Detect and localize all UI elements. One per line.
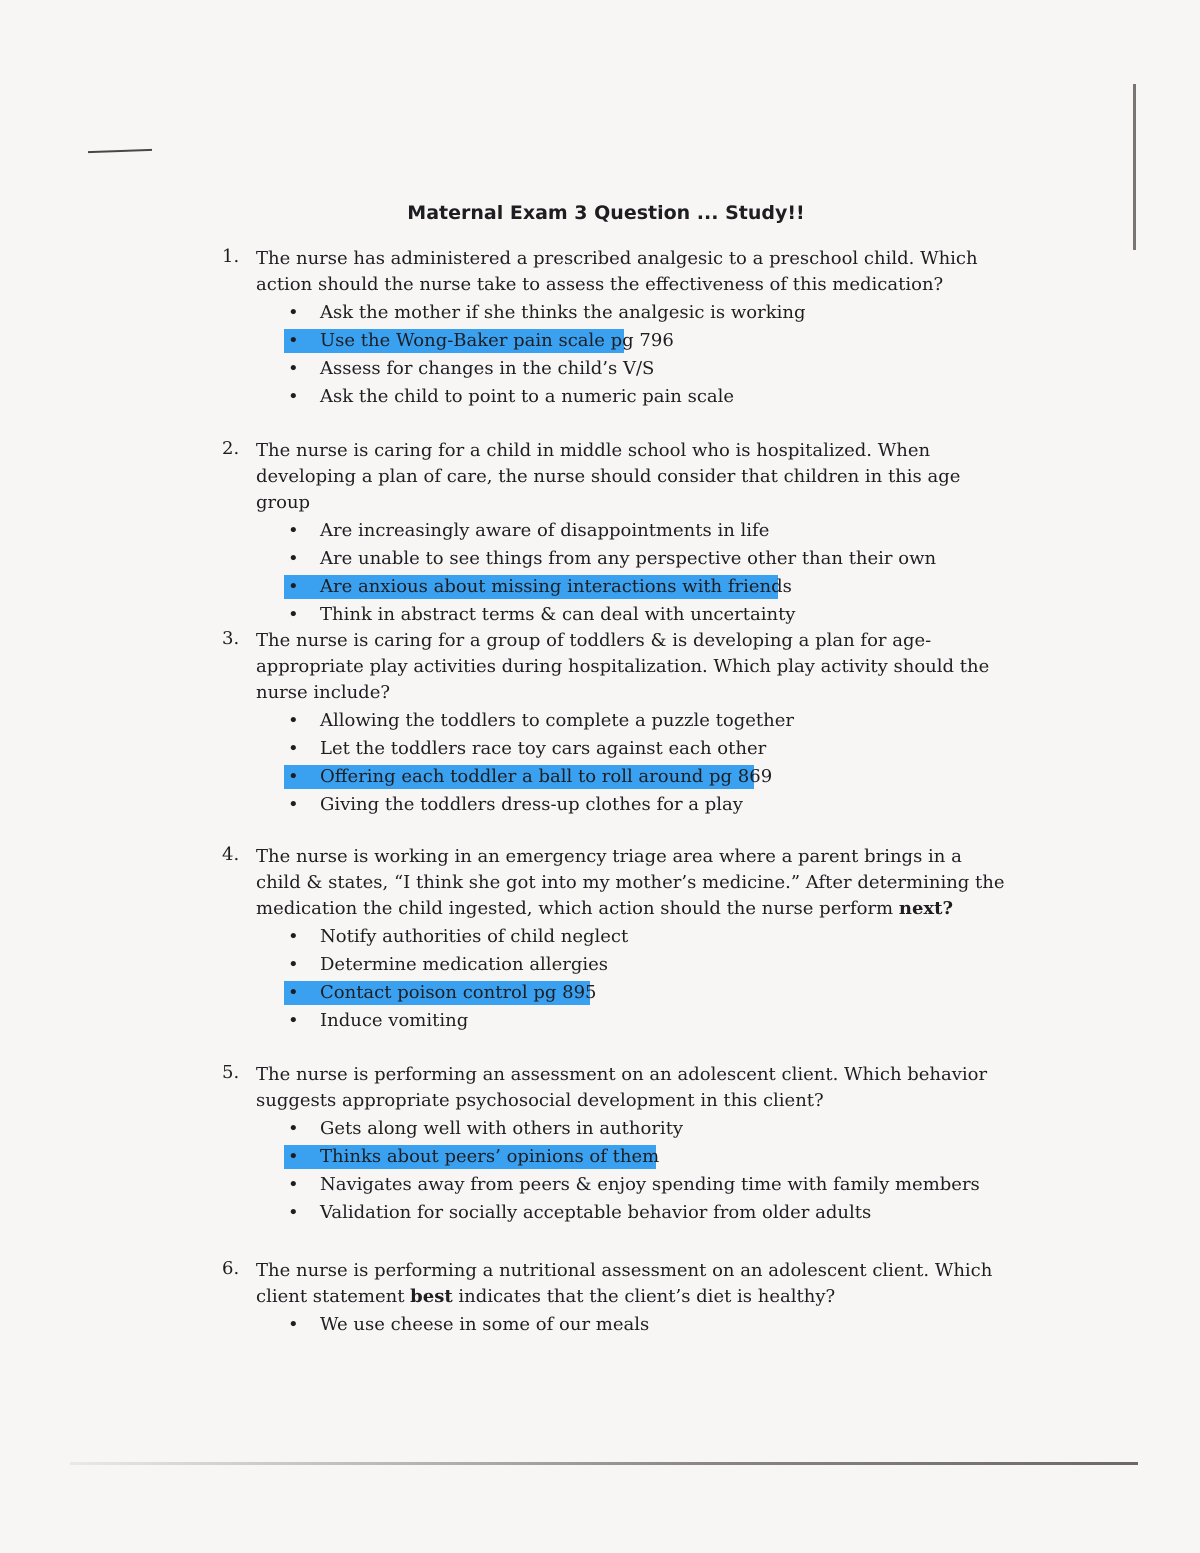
bullet-icon: • bbox=[288, 766, 299, 787]
bullet-icon: • bbox=[288, 358, 299, 379]
question-text: The nurse is caring for a group of toddlers & is developing a plan for age-appropriate play activities during hospitalization. Which play activity should the nurse include? bbox=[256, 630, 990, 703]
bullet-icon: • bbox=[288, 386, 299, 407]
answer-list bbox=[222, 923, 1012, 1035]
bullet-icon: • bbox=[288, 1010, 299, 1031]
answer-option[interactable]: • Allowing the toddlers to complete a puzzle together bbox=[222, 707, 1012, 735]
bullet-icon: • bbox=[288, 954, 299, 975]
question-number: 1. bbox=[222, 246, 240, 267]
bullet-icon: • bbox=[288, 1146, 299, 1167]
answer-option-highlighted[interactable]: • Offering each toddler a ball to roll around pg 869 bbox=[222, 763, 1012, 791]
question-text: The nurse is performing an assessment on an adolescent client. Which behavior suggests appropriate psychosocial development in this client? bbox=[256, 1064, 988, 1111]
answer-option[interactable]: • Navigates away from peers & enjoy spending time with family members bbox=[222, 1171, 1012, 1199]
bullet-icon: • bbox=[288, 794, 299, 815]
answer-option[interactable]: • Notify authorities of child neglect bbox=[222, 923, 1012, 951]
bullet-icon: • bbox=[288, 302, 299, 323]
answer-option[interactable]: • Ask the mother if she thinks the analgesic is working bbox=[222, 299, 1012, 327]
answer-option[interactable]: • Assess for changes in the child’s V/S bbox=[222, 355, 1012, 383]
answer-list bbox=[222, 299, 1012, 411]
question-3 bbox=[222, 628, 1012, 819]
answer-option[interactable]: • Are unable to see things from any perspective other than their own bbox=[222, 545, 1012, 573]
answer-option[interactable]: • Validation for socially acceptable behavior from older adults bbox=[222, 1199, 1012, 1227]
bullet-icon: • bbox=[288, 330, 299, 351]
bullet-icon: • bbox=[288, 926, 299, 947]
answer-option-highlighted[interactable]: • Use the Wong-Baker pain scale pg 796 bbox=[222, 327, 1012, 355]
bullet-icon: • bbox=[288, 520, 299, 541]
answer-option[interactable]: • Let the toddlers race toy cars against each other bbox=[222, 735, 1012, 763]
pen-mark bbox=[88, 149, 152, 153]
question-4 bbox=[222, 844, 1012, 1035]
answer-option-highlighted[interactable]: • Contact poison control pg 895 bbox=[222, 979, 1012, 1007]
answer-option-highlighted[interactable]: • Are anxious about missing interactions with friends bbox=[222, 573, 1012, 601]
answer-list bbox=[222, 517, 1012, 629]
bullet-icon: • bbox=[288, 1118, 299, 1139]
question-number: 3. bbox=[222, 628, 240, 649]
question-1 bbox=[222, 246, 1012, 411]
answer-option[interactable]: • Determine medication allergies bbox=[222, 951, 1012, 979]
question-text: The nurse is performing a nutritional assessment on an adolescent client. Which client statement best indicates that the client’s diet is healthy? bbox=[256, 1260, 993, 1307]
question-number: 6. bbox=[222, 1258, 240, 1279]
answer-option[interactable]: • Ask the child to point to a numeric pain scale bbox=[222, 383, 1012, 411]
answer-option[interactable]: • We use cheese in some of our meals bbox=[222, 1311, 1012, 1339]
answer-list bbox=[222, 1115, 1012, 1227]
answer-list bbox=[222, 1311, 1012, 1339]
answer-option[interactable]: • Giving the toddlers dress-up clothes for a play bbox=[222, 791, 1012, 819]
question-2 bbox=[222, 438, 1012, 629]
bullet-icon: • bbox=[288, 1314, 299, 1335]
bullet-icon: • bbox=[288, 1174, 299, 1195]
answer-option[interactable]: • Gets along well with others in authority bbox=[222, 1115, 1012, 1143]
page-edge-bottom bbox=[70, 1462, 1138, 1465]
bullet-icon: • bbox=[288, 548, 299, 569]
bullet-icon: • bbox=[288, 576, 299, 597]
bullet-icon: • bbox=[288, 1202, 299, 1223]
answer-option-highlighted[interactable]: • Thinks about peers’ opinions of them bbox=[222, 1143, 1012, 1171]
answer-option[interactable]: • Are increasingly aware of disappointments in life bbox=[222, 517, 1012, 545]
page-title: Maternal Exam 3 Question ... Study!! bbox=[407, 202, 805, 224]
bullet-icon: • bbox=[288, 982, 299, 1003]
page-edge-right bbox=[1133, 84, 1136, 250]
question-text: The nurse is caring for a child in middle school who is hospitalized. When developing a plan of care, the nurse should consider that children in this age group bbox=[256, 440, 961, 513]
bullet-icon: • bbox=[288, 604, 299, 625]
question-6 bbox=[222, 1258, 1012, 1339]
answer-option[interactable]: • Induce vomiting bbox=[222, 1007, 1012, 1035]
bullet-icon: • bbox=[288, 710, 299, 731]
emphasis-text: best bbox=[410, 1286, 453, 1307]
answer-option[interactable]: • Think in abstract terms & can deal with uncertainty bbox=[222, 601, 1012, 629]
question-5 bbox=[222, 1062, 1012, 1227]
question-number: 5. bbox=[222, 1062, 240, 1083]
question-text: The nurse is working in an emergency triage area where a parent brings in a child & states, “I think she got into my mother’s medicine.” After determining the medication the child ingested, which action should the nurse perform next? bbox=[256, 846, 1005, 919]
question-number: 2. bbox=[222, 438, 240, 459]
bullet-icon: • bbox=[288, 738, 299, 759]
question-text: The nurse has administered a prescribed analgesic to a preschool child. Which action should the nurse take to assess the effectiveness of this medication? bbox=[256, 248, 978, 295]
question-number: 4. bbox=[222, 844, 240, 865]
emphasis-text: next? bbox=[898, 898, 953, 919]
answer-list bbox=[222, 707, 1012, 819]
